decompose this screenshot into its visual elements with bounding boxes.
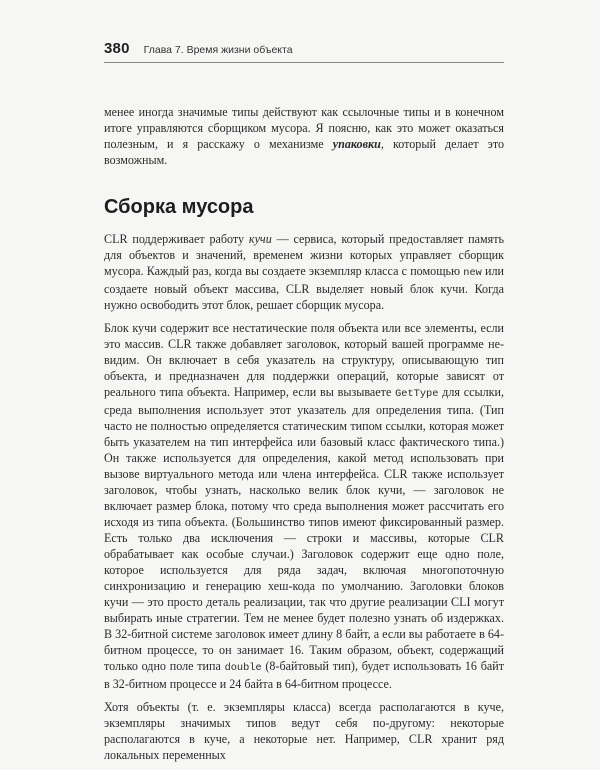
page-number: 380 xyxy=(104,40,130,57)
section-paragraph-2 xyxy=(104,320,504,692)
p1-text-c: или создаете новый объект массива, CLR выделяет новый блок кучи. Когда нужно освободить этот блок, решает сборщик мусора. xyxy=(104,264,504,312)
section-heading: Сборка мусора xyxy=(104,196,254,218)
section-paragraph-3: Хотя объекты (т. е. экземпляры класса) всегда располагаются в куче, экземпляры значимых типов ведут себя по-другому: некоторые располагаются в куче, а некоторые нет. Например, CLR хранит ряд локальных переменных xyxy=(104,700,504,762)
p1-text-b: — сервиса, который предоставляет память для объектов и значений, временем жизни которых управляет сборщик мусора. Каждый раз, когда вы создаете экземпляр класса с помощью xyxy=(104,232,504,278)
p2-text-c: (8-байтовый тип), будет использовать 16 байт в 32-битном процессе и 24 байта в 64-битном процессе. xyxy=(104,659,504,691)
intro-text: менее иногда значимые типы действуют как ссылочные типы и в конечном итоге управляются сборщиком мусора. Я поясню, как это может оказаться полезным, и я расскажу о механизме xyxy=(104,105,504,151)
p1-code-new: new xyxy=(463,267,482,279)
p2-code-double: double xyxy=(224,662,262,674)
page-body xyxy=(104,104,504,770)
section-paragraph-1 xyxy=(104,231,504,313)
p2-text-a: Блок кучи содержит все нестатические поля объекта или все элементы, если это массив. CLR также добавляет заголовок, который вашей программе невидим. Он включает в себя указатель на структуру, описывающую тип объекта, и предназначен для поддержки операций, которые зависят от реального типа объекта. Например, если вы вызываете xyxy=(104,321,504,399)
chapter-title: Глава 7. Время жизни объекта xyxy=(143,44,293,56)
intro-paragraph xyxy=(104,104,504,168)
p2-code-gettype: GetType xyxy=(395,388,439,400)
intro-text-end: , который делает это возможным. xyxy=(104,137,505,167)
p2-text-b: для ссылки, среда выполнения использует этот указатель для определения типа. (Тип часто не полностью определяется статическим типом ссылки, которая может быть указателем на тип интерфейса или базовый класс фактического типа.) Он также используется для определения, какой метод использовать при вызове виртуального метода или члена интерфейса. CLR также использует заголовок, чтобы узнать, насколько велик блок кучи, — заголовок не включает размер блока, потому что среда выполнения может рассчитать его исходя из типа объекта. (Большинство типов имеют фиксированный размер. Есть только два исключения — строки и массивы, которые CLR обрабатывает как особые случаи.) Заголовок содержит еще одно поле, которое используется для ряда задач, включая многопоточную синхронизацию и генерацию хеш-кода по умолчанию. Заголовки блоков кучи — это просто деталь реализации, так что другие реализации CLI могут выбирать иные стратегии. Тем не менее будет полезно узнать об издержках. В 32-битной системе заголовок имеет длину 8 байт, а если вы работаете в 64-битном процессе, то он занимает 16. Таким образом, объект, содержащий только одно поле типа xyxy=(104,385,504,673)
p1-emphasis: кучи xyxy=(248,232,272,246)
intro-emphasis: упаковки xyxy=(332,137,381,151)
running-head xyxy=(104,40,504,63)
p1-text-a: CLR поддерживает работу xyxy=(104,232,249,246)
